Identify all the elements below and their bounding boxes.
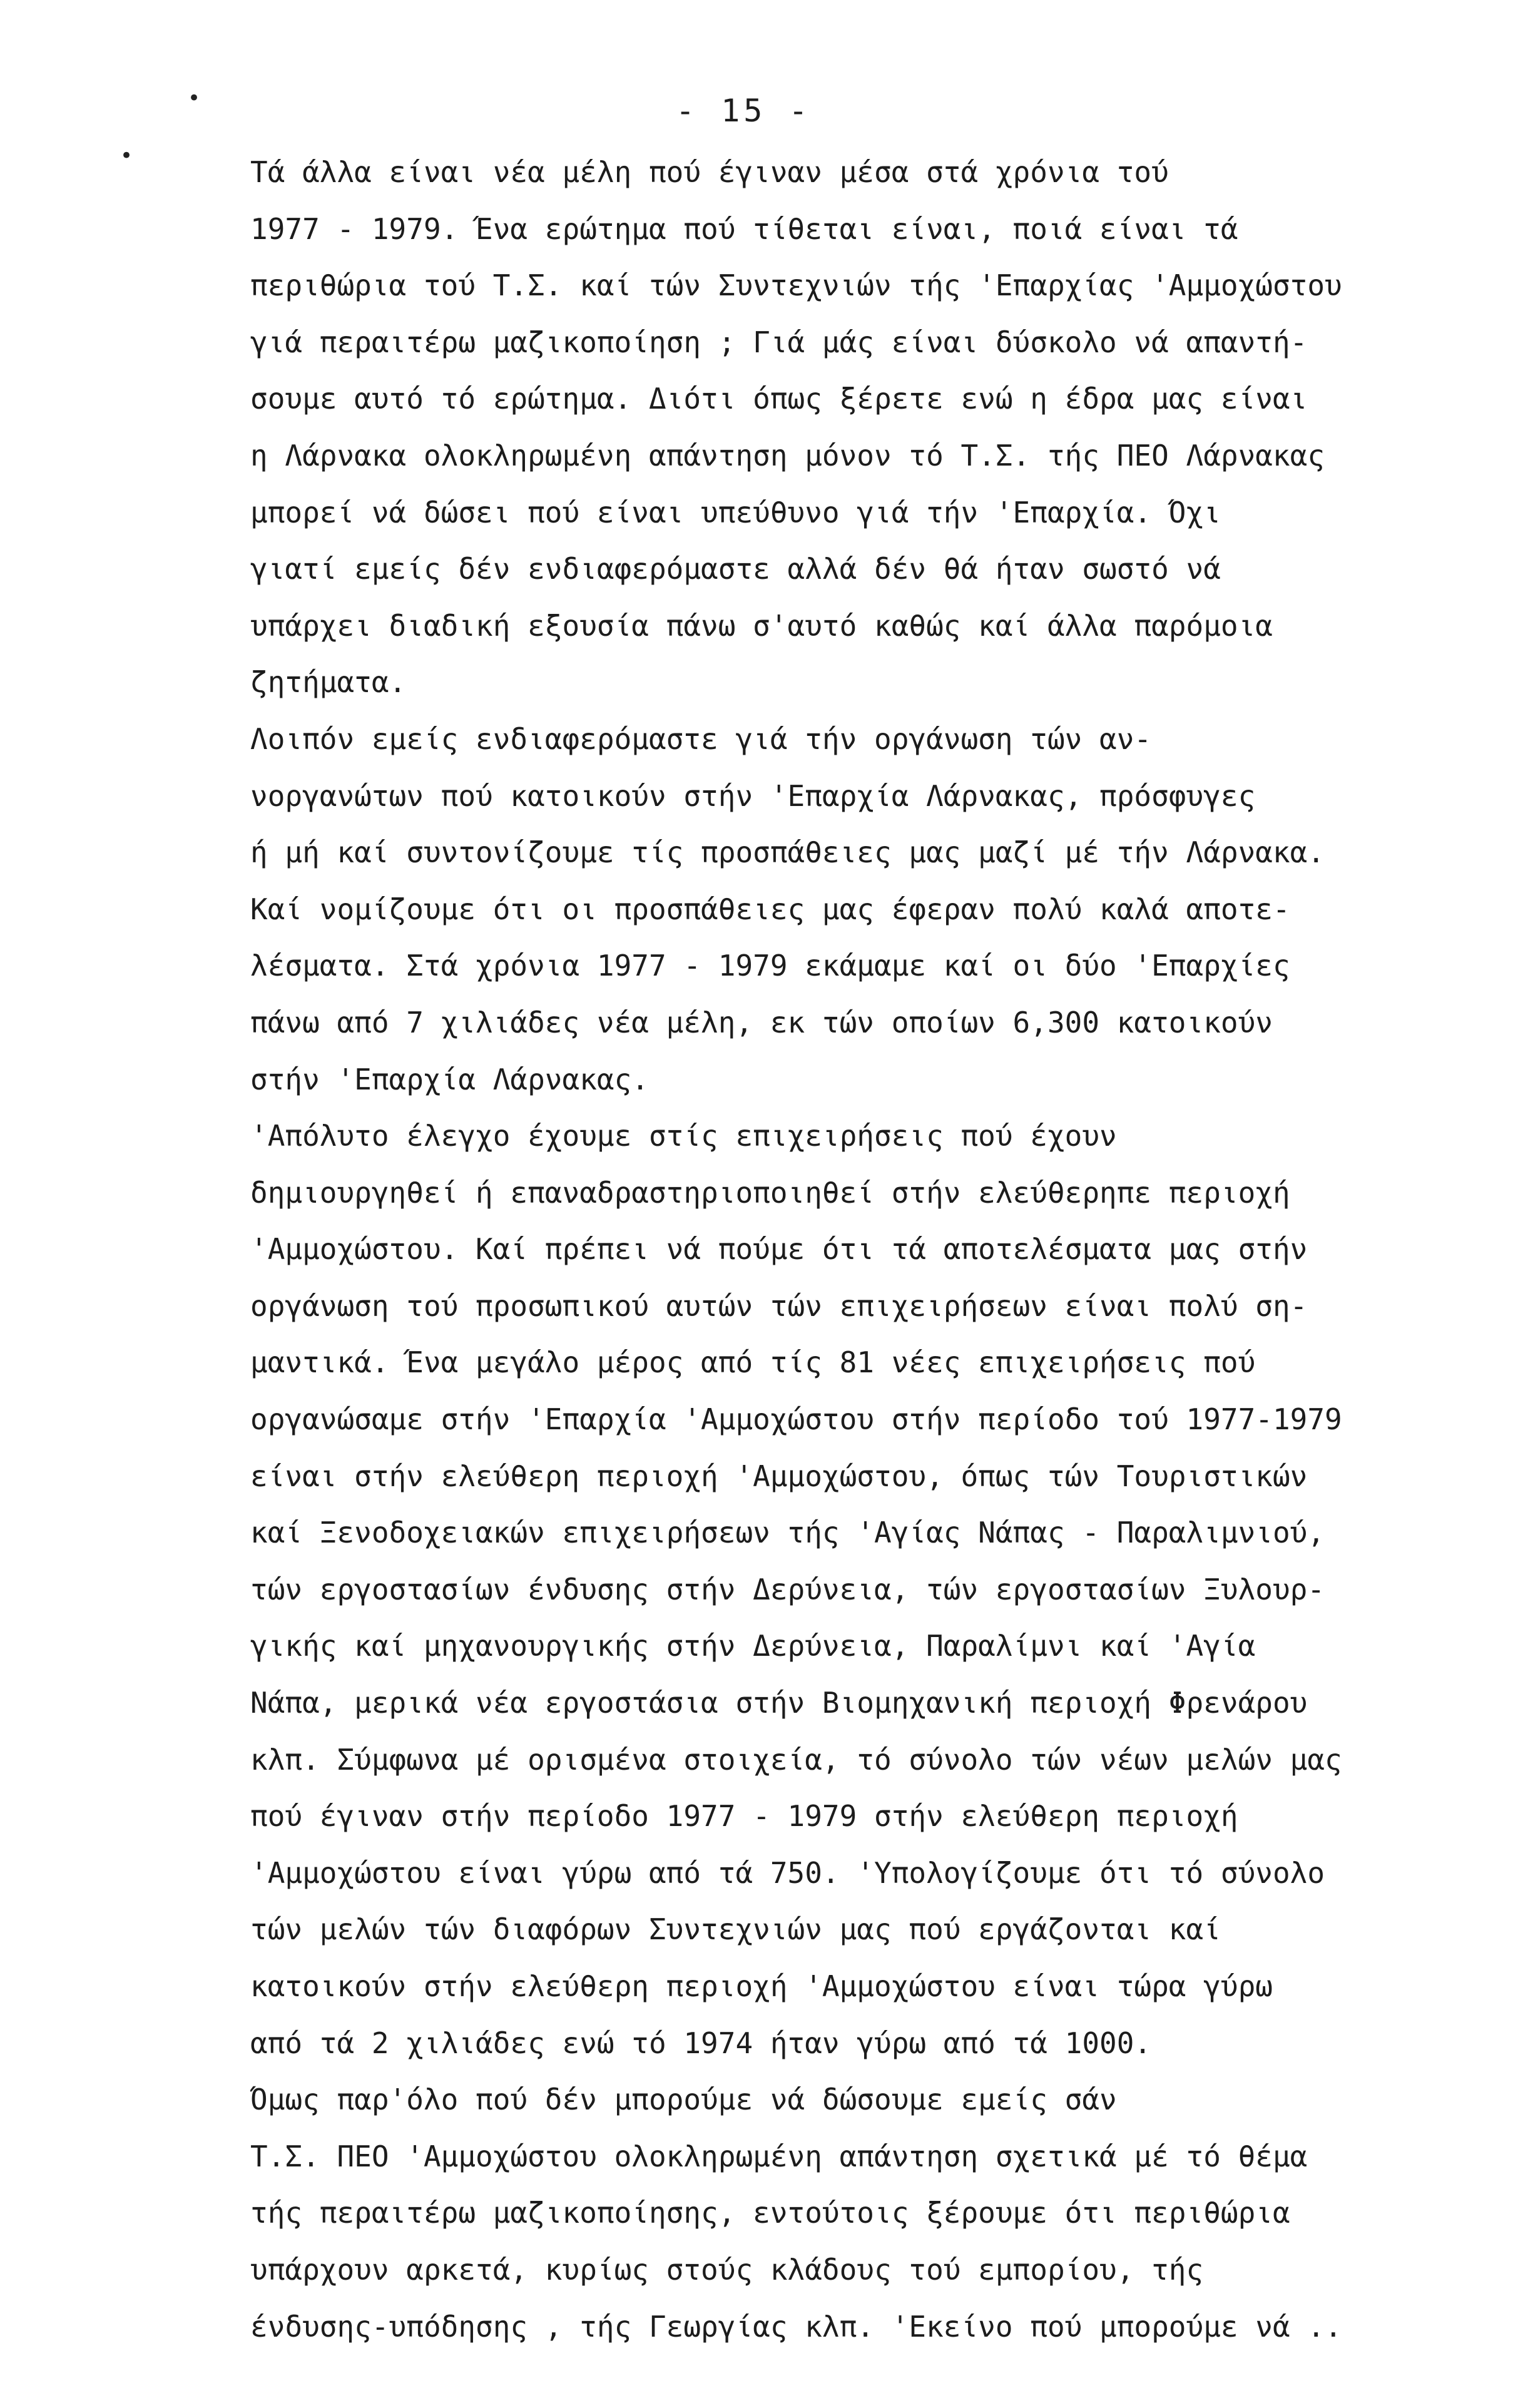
text-line: 'Αμμοχώστου. Καί πρέπει νά πούμε ότι τά αποτελέσματα μας στήν (250, 1232, 1308, 1267)
text-line: οργάνωση τού προσωπικού αυτών τών επιχειρήσεων είναι πολύ ση- (250, 1288, 1308, 1323)
text-line: 1977 - 1979. Ένα ερώτημα πού τίθεται είναι, ποιά είναι τά (250, 212, 1238, 246)
text-line: Τά άλλα είναι νέα μέλη πού έγιναν μέσα στά χρόνια τού (250, 155, 1169, 189)
text-line: μπορεί νά δώσει πού είναι υπεύθυνο γιά τήν 'Επαρχία. Όχι (250, 495, 1221, 529)
text-line: μαντικά. Ένα μεγάλο μέρος από τίς 81 νέες επιχειρήσεις πού (250, 1345, 1256, 1380)
text-line: είναι στήν ελεύθερη περιοχή 'Αμμοχώστου, όπως τών Τουριστικών (250, 1459, 1308, 1493)
text-line: ή μή καί συντονίζουμε τίς προσπάθειες μας μαζί μέ τήν Λάρνακα. (250, 835, 1325, 870)
text-line: Όμως παρ'όλο πού δέν μπορούμε νά δώσουμε εμείς σάν (250, 2083, 1117, 2117)
text-line: τής περαιτέρω μαζικοποίησης, εντούτοις ξέρουμε ότι περιθώρια (250, 2196, 1290, 2230)
text-line: η Λάρνακα ολοκληρωμένη απάντηση μόνον τό Τ.Σ. τής ΠΕΟ Λάρνακας (250, 438, 1325, 472)
text-line: στήν 'Επαρχία Λάρνακας. (250, 1062, 649, 1096)
text-line: υπάρχει διαδική εξουσία πάνω σ'αυτό καθώς καί άλλα παρόμοια (250, 608, 1273, 643)
text-line: 'Αμμοχώστου είναι γύρω από τά 750. 'Υπολογίζουμε ότι τό σύνολο (250, 1855, 1325, 1890)
text-line: ζητήματα. (250, 665, 407, 700)
text-line: κατοικούν στήν ελεύθερη περιοχή 'Αμμοχώστου είναι τώρα γύρω (250, 1969, 1273, 2003)
text-line: τών μελών τών διαφόρων Συντεχνιών μας πού εργάζονται καί (250, 1912, 1221, 1947)
margin-mark: • (188, 86, 201, 111)
text-line: πάνω από 7 χιλιάδες νέα μέλη, εκ τών οποίων 6,300 κατοικούν (250, 1005, 1273, 1039)
document-body (250, 144, 1470, 2355)
text-line: Τ.Σ. ΠΕΟ 'Αμμοχώστου ολοκληρωμένη απάντηση σχετικά μέ τό θέμα (250, 2139, 1308, 2173)
text-line: γιατί εμείς δέν ενδιαφερόμαστε αλλά δέν θά ήταν σωστό νά (250, 552, 1221, 586)
text-line: δημιουργηθεί ή επαναδραστηριοποιηθεί στήν ελεύθερηπε περιοχή (250, 1175, 1290, 1210)
text-line: πού έγιναν στήν περίοδο 1977 - 1979 στήν ελεύθερη περιοχή (250, 1799, 1238, 1834)
text-line: νοργανώτων πού κατοικούν στήν 'Επαρχία Λάρνακας, πρόσφυγες (250, 778, 1256, 813)
text-line: κλπ. Σύμφωνα μέ ορισμένα στοιχεία, τό σύνολο τών νέων μελών μας (250, 1742, 1342, 1777)
text-line: οργανώσαμε στήν 'Επαρχία 'Αμμοχώστου στήν περίοδο τού 1977-1979 (250, 1402, 1342, 1437)
text-line: υπάρχουν αρκετά, κυρίως στούς κλάδους τού εμπορίου, τής (250, 2252, 1204, 2287)
text-line: περιθώρια τού Τ.Σ. καί τών Συντεχνιών τής 'Επαρχίας 'Αμμοχώστου (250, 268, 1342, 303)
text-line: ένδυσης-υπόδησης , τής Γεωργίας κλπ. 'Εκείνο πού μπορούμε νά .. (250, 2309, 1342, 2344)
text-line: Λοιπόν εμείς ενδιαφερόμαστε γιά τήν οργάνωση τών αν- (250, 722, 1152, 756)
text-line: Καί νομίζουμε ότι οι προσπάθειες μας έφεραν πολύ καλά αποτε- (250, 892, 1290, 926)
text-line: γιά περαιτέρω μαζικοποίηση ; Γιά μάς είναι δύσκολο νά απαντή- (250, 325, 1308, 359)
page-number: - 15 - (676, 93, 812, 129)
text-line: από τά 2 χιλιάδες ενώ τό 1974 ήταν γύρω από τά 1000. (250, 2026, 1152, 2060)
text-line: Νάπα, μερικά νέα εργοστάσια στήν Βιομηχανική περιοχή Φρενάρου (250, 1686, 1308, 1720)
text-line: 'Απόλυτο έλεγχο έχουμε στίς επιχειρήσεις πού έχουν (250, 1119, 1117, 1153)
text-line: γικής καί μηχανουργικής στήν Δερύνεια, Παραλίμνι καί 'Αγία (250, 1629, 1256, 1663)
text-line: λέσματα. Στά χρόνια 1977 - 1979 εκάμαμε καί οι δύο 'Επαρχίες (250, 949, 1290, 983)
margin-mark: • (120, 143, 133, 168)
text-line: σουμε αυτό τό ερώτημα. Διότι όπως ξέρετε ενώ η έδρα μας είναι (250, 382, 1308, 416)
text-line: καί Ξενοδοχειακών επιχειρήσεων τής 'Αγίας Νάπας - Παραλιμνιού, (250, 1516, 1325, 1550)
text-line: τών εργοστασίων ένδυσης στήν Δερύνεια, τών εργοστασίων Ξυλουρ- (250, 1572, 1325, 1606)
